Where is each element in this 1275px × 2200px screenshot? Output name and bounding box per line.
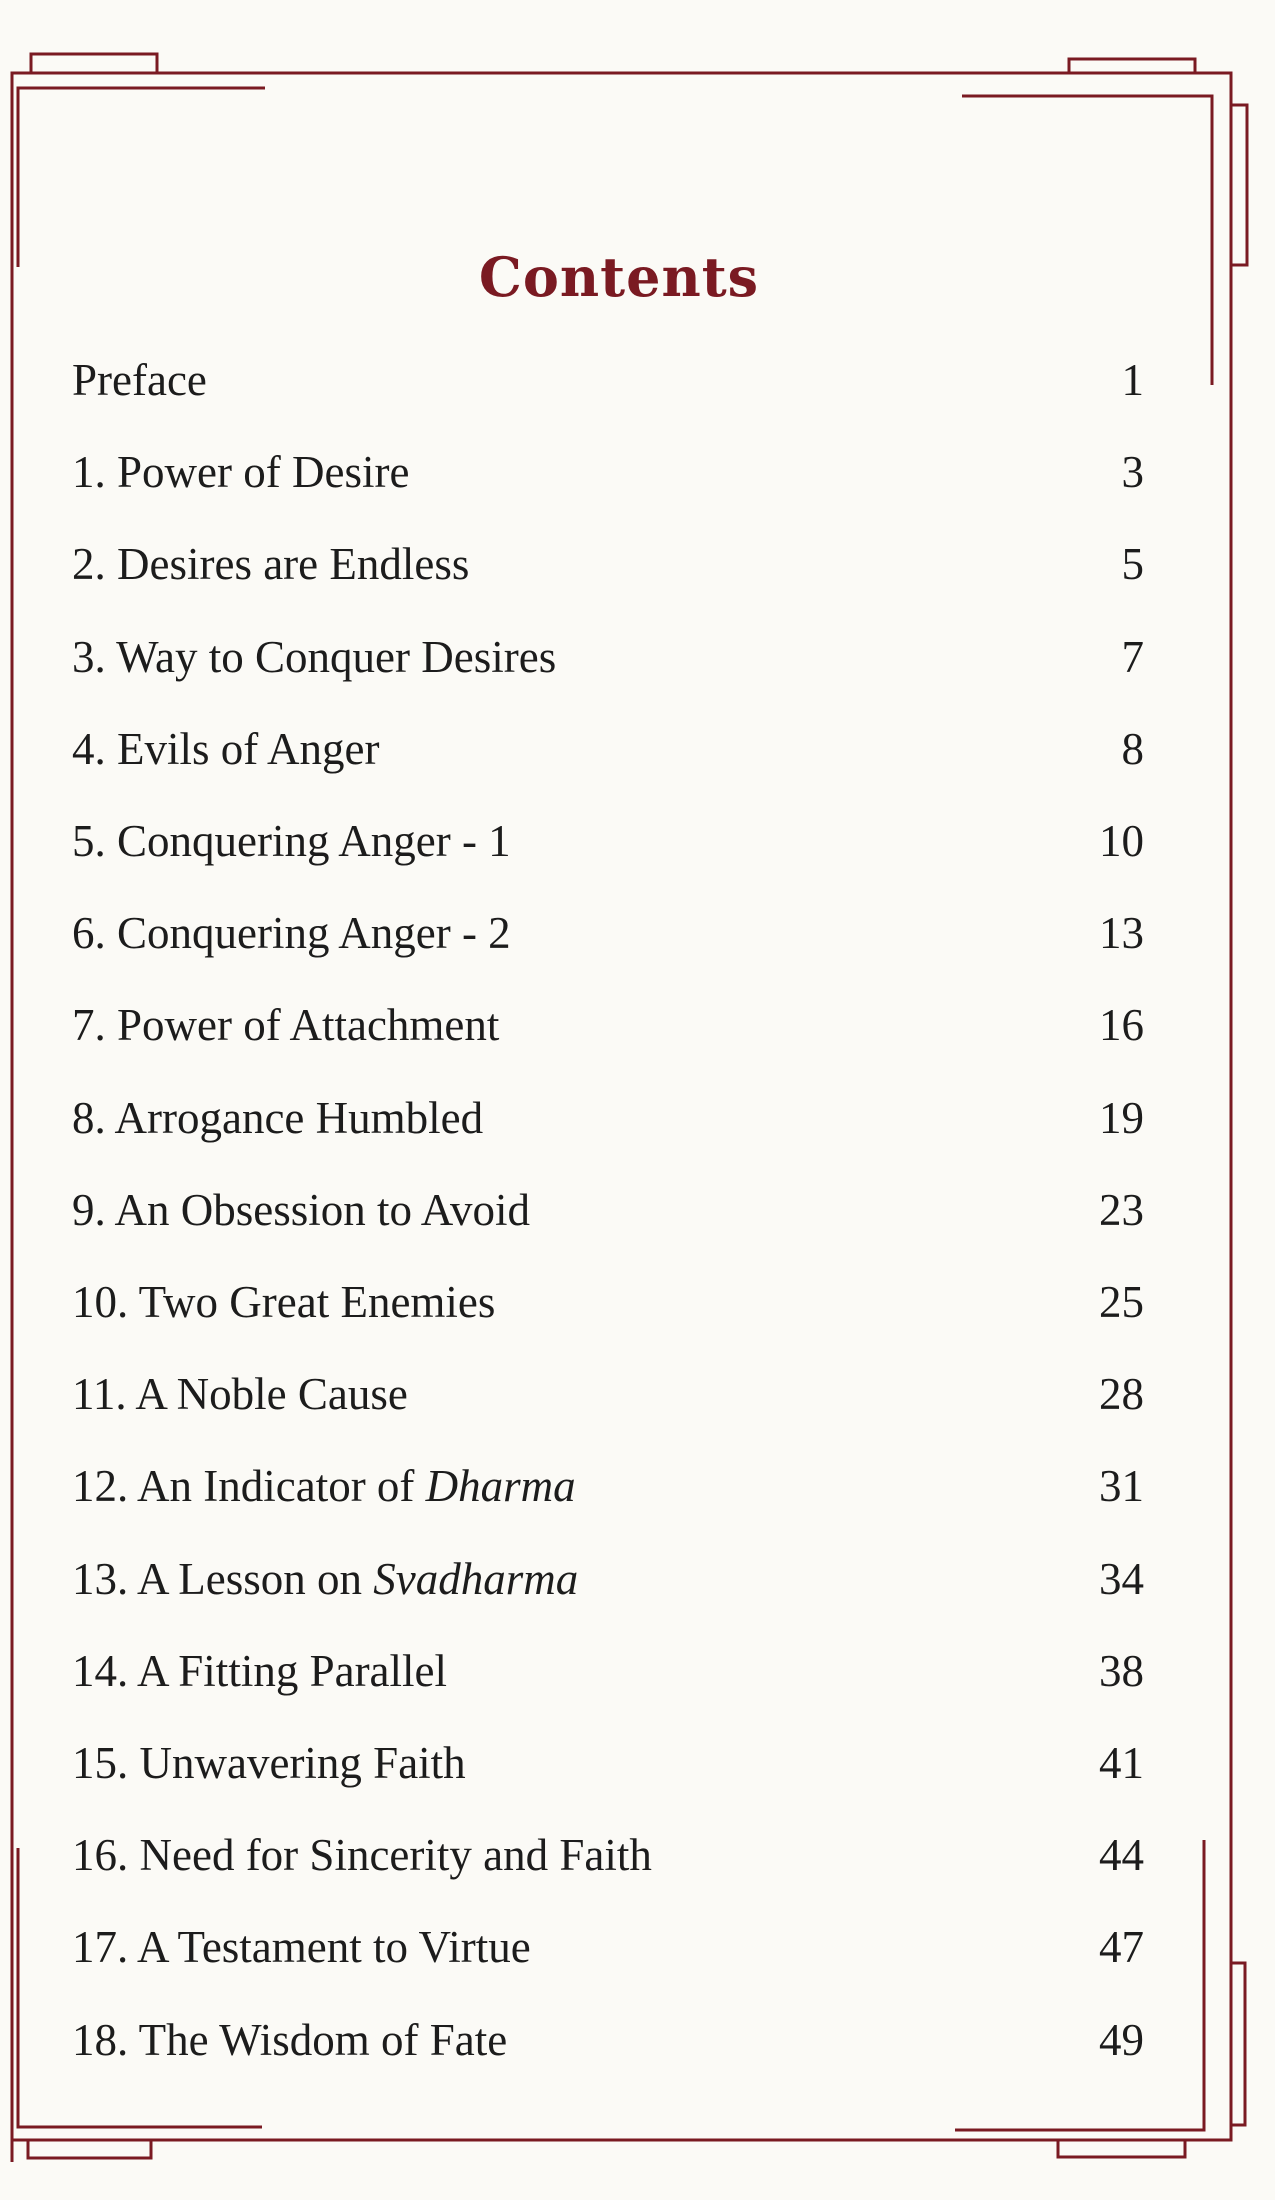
toc-entry-title	[72, 1456, 576, 1516]
toc-entry-page-number: 47	[1099, 1922, 1144, 1972]
toc-entry-title-italic: Svadharma	[373, 1554, 579, 1604]
toc-entry-title-text: 7. Power of Attachment	[72, 1000, 500, 1050]
toc-entry-title-text: 5. Conquering Anger - 1	[72, 816, 511, 866]
toc-entry-title	[72, 903, 511, 963]
toc-entry-title-text: 1. Power of Desire	[72, 447, 410, 497]
toc-entry	[72, 1917, 1144, 1977]
toc-entry-title-text: 12. An Indicator of	[72, 1461, 426, 1511]
toc-entry-page-number: 7	[1121, 632, 1144, 682]
toc-entry-title-text: 9. An Obsession to Avoid	[72, 1185, 530, 1235]
toc-entry-title	[72, 2010, 507, 2070]
toc-entry	[72, 1272, 1144, 1332]
toc-entry-page-number: 1	[1121, 355, 1144, 405]
toc-entry-title	[72, 1825, 652, 1885]
toc-entry	[72, 1825, 1144, 1885]
toc-entry	[72, 442, 1144, 502]
toc-entry-page-number: 23	[1099, 1185, 1144, 1235]
toc-entry-page-number: 41	[1099, 1738, 1144, 1788]
page-title: Contents	[478, 245, 760, 309]
toc-entry-title-text: 15. Unwavering Faith	[72, 1738, 466, 1788]
toc-entry-title	[72, 1641, 447, 1701]
toc-entry	[72, 1364, 1144, 1424]
toc-entry	[72, 811, 1144, 871]
toc-entry-title	[72, 1733, 466, 1793]
toc-entry-title-text: 10. Two Great Enemies	[72, 1277, 496, 1327]
toc-entry-page-number: 34	[1099, 1554, 1144, 1604]
toc-entry-title	[72, 1364, 408, 1424]
toc-entry	[72, 1549, 1144, 1609]
toc-entry-title	[72, 719, 379, 779]
toc-entry-title	[72, 442, 409, 502]
toc-entry	[72, 350, 1144, 410]
toc-entry-title	[72, 811, 511, 871]
toc-entry	[72, 995, 1144, 1055]
toc-entry-page-number: 19	[1099, 1093, 1144, 1143]
toc-entry-title-text: Preface	[72, 355, 207, 405]
toc-entry-title-text: 3. Way to Conquer Desires	[72, 632, 557, 682]
toc-entry	[72, 903, 1144, 963]
toc-entry	[72, 1641, 1144, 1701]
toc-entry	[72, 627, 1144, 687]
toc-entry-page-number: 38	[1099, 1646, 1144, 1696]
toc-entry-title-text: 11. A Noble Cause	[72, 1369, 408, 1419]
toc-entry-title	[72, 1088, 483, 1148]
toc-entry-page-number: 28	[1099, 1369, 1144, 1419]
toc-entry-title	[72, 627, 556, 687]
toc-entry	[72, 1733, 1144, 1793]
toc-entry-page-number: 5	[1121, 539, 1144, 589]
toc-entry-page-number: 49	[1099, 2015, 1144, 2065]
toc-entry-title-text: 16. Need for Sincerity and Faith	[72, 1830, 652, 1880]
toc-entry-page-number: 8	[1121, 724, 1144, 774]
toc-entry-title	[72, 350, 207, 410]
toc-entry-title-text: 6. Conquering Anger - 2	[72, 908, 511, 958]
toc-entry	[72, 534, 1144, 594]
toc-entry	[72, 1180, 1144, 1240]
toc-entry-page-number: 13	[1099, 908, 1144, 958]
toc-entry-title	[72, 995, 499, 1055]
toc-entry-title	[72, 1917, 531, 1977]
toc-entry-title	[72, 1549, 578, 1609]
toc-entry-page-number: 16	[1099, 1000, 1144, 1050]
toc-entry	[72, 1456, 1144, 1516]
toc-entry-page-number: 44	[1099, 1830, 1144, 1880]
toc-entry-title-italic: Dharma	[425, 1461, 576, 1511]
toc-entry	[72, 1088, 1144, 1148]
toc-entry-page-number: 31	[1099, 1461, 1144, 1511]
toc-entry	[72, 2010, 1144, 2070]
toc-entry-title-text: 4. Evils of Anger	[72, 724, 380, 774]
toc-entry	[72, 719, 1144, 779]
toc-entry-title-text: 18. The Wisdom of Fate	[72, 2015, 508, 2065]
toc-entry-title-text: 8. Arrogance Humbled	[72, 1093, 484, 1143]
toc-entry-title	[72, 1180, 530, 1240]
toc-entry-title-text: 14. A Fitting Parallel	[72, 1646, 448, 1696]
toc-entry-title-text: 2. Desires are Endless	[72, 539, 470, 589]
toc-entry-title-text: 17. A Testament to Virtue	[72, 1922, 531, 1972]
toc-entry-page-number: 3	[1121, 447, 1144, 497]
toc-entry-title	[72, 534, 469, 594]
toc-entry-page-number: 25	[1099, 1277, 1144, 1327]
toc-entry-title-text: 13. A Lesson on	[72, 1554, 374, 1604]
toc-entry-title	[72, 1272, 495, 1332]
toc-entry-page-number: 10	[1099, 816, 1144, 866]
